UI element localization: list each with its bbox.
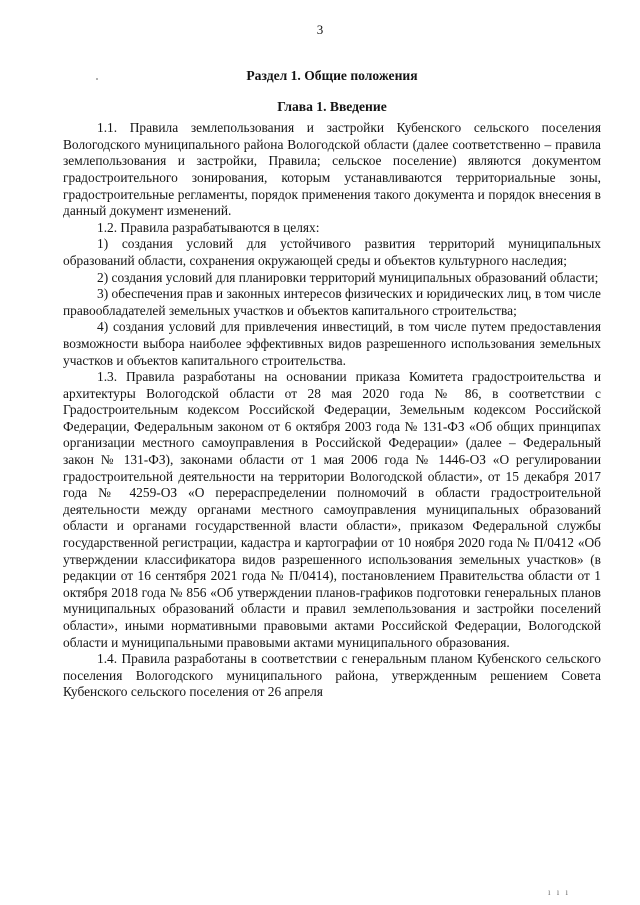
list-item-4: 4) создания условий для привлечения инвестиций, в том числе путем предоставления возможности выбора наиболее эффективных видов разрешенного использования земельных участков и объектов капитального строительства. — [63, 319, 601, 368]
section-title: Раздел 1. Общие положения — [246, 68, 418, 83]
list-item-3: 3) обеспечения прав и законных интересов физических и юридических лиц, в том числе правообладателей земельных участков и объектов капитального строительства; — [63, 286, 601, 318]
document-body — [63, 68, 601, 701]
paragraph-1-1: 1.1. Правила землепользования и застройки Кубенского сельского поселения Вологодского муниципального района Вологодской области (далее соответственно – правила землепользования и застройки, Правила; сельское поселение) являются документом градостроительного зонирования, которым устанавливаются территориальные зоны, градостроительные регламенты, порядок применения такого документа и порядок внесения в данный документ изменений. — [63, 120, 601, 219]
list-item-2: 2) создания условий для планировки территорий муниципальных образований области; — [97, 269, 599, 285]
paragraph-1-3: 1.3. Правила разработаны на основании приказа Комитета градостроительства и архитектуры Вологодской области от 28 мая 2020 года № 86, в соответствии с Градостроительным кодексом Российской Федерации, Земельным кодексом Российской Федерации, Федеральным законом от 6 октября 2003 года № 131-ФЗ «Об общих принципах организации местного самоуправления в Российской Федерации» (далее – Федеральный закон № 131-ФЗ), законами области от 1 мая 2006 года № 1446-ОЗ «О регулировании градостроительной деятельности на территории Вологодской области», от 15 декабря 2017 года № 4259-ОЗ «О перераспределении полномочий в области градостроительной деятельности между органами местного самоуправления муниципальных образований области и органами государственной власти области», приказом Федеральной службы государственной регистрации, кадастра и картографии от 10 ноября 2020 года № П/0412 «Об утверждении классификатора видов разрешенного использования земельных участков» (в редакции от 16 сентября 2021 года № П/0414), постановлением Правительства области от 1 октября 2018 года № 856 «Об утверждении планов-графиков подготовки генеральных планов муниципальных образований области и правил землепользования и застройки поселений области», иными нормативными правовыми актами Российской Федерации, Вологодской области и муниципальными правовыми актами муниципального образования. — [63, 369, 601, 650]
chapter-title: Глава 1. Введение — [277, 98, 387, 114]
list-item-1: 1) создания условий для устойчивого развития территорий муниципальных образований области, сохранения окружающей среды и объектов культурного наследия; — [63, 236, 601, 268]
corner-mark: ı ı ı — [547, 887, 570, 897]
page-number: 3 — [316, 22, 324, 37]
paragraph-1-4: 1.4. Правила разработаны в соответствии с генеральным планом Кубенского сельского поселения Вологодского муниципального района, утвержденным решением Совета Кубенского сельского поселения от 26 апреля — [63, 651, 601, 700]
paragraph-1-2: 1.2. Правила разрабатываются в целях: — [97, 219, 320, 235]
